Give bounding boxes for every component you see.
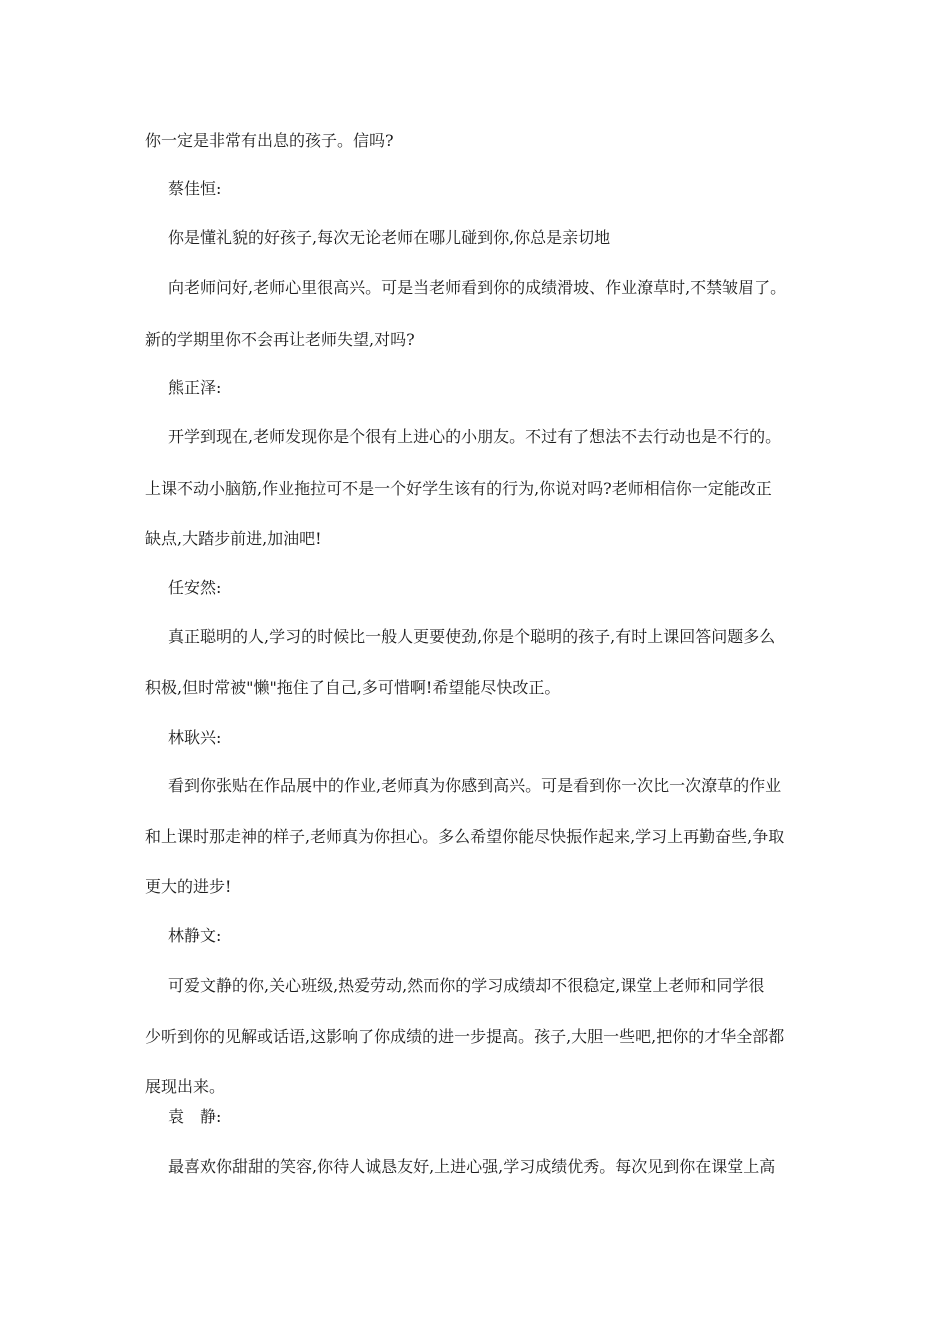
paragraph-line: 可爱文静的你,关心班级,热爱劳动,然而你的学习成绩却不很稳定,课堂上老师和同学很 <box>168 976 765 995</box>
student-name: 袁 静: <box>168 1107 222 1126</box>
paragraph-line: 少听到你的见解或话语,这影响了你成绩的进一步提高。孩子,大胆一些吧,把你的才华全部都 <box>145 1027 785 1046</box>
student-name: 林耿兴: <box>168 728 222 747</box>
paragraph-line: 你一定是非常有出息的孩子。信吗? <box>145 131 394 150</box>
student-name: 任安然: <box>168 578 222 597</box>
student-name: 熊正泽: <box>168 378 222 397</box>
paragraph-line: 开学到现在,老师发现你是个很有上进心的小朋友。不过有了想法不去行动也是不行的。 <box>168 427 782 446</box>
student-name: 蔡佳恒: <box>168 179 222 198</box>
paragraph-line: 上课不动小脑筋,作业拖拉可不是一个好学生该有的行为,你说对吗?老师相信你一定能改正 <box>145 479 772 498</box>
paragraph-line: 你是懂礼貌的好孩子,每次无论老师在哪儿碰到你,你总是亲切地 <box>168 228 611 247</box>
paragraph-line: 看到你张贴在作品展中的作业,老师真为你感到高兴。可是看到你一次比一次潦草的作业 <box>168 776 782 795</box>
paragraph-line: 向老师问好,老师心里很高兴。可是当老师看到你的成绩滑坡、作业潦草时,不禁皱眉了。 <box>168 278 787 297</box>
paragraph-line: 新的学期里你不会再让老师失望,对吗? <box>145 330 415 349</box>
paragraph-line: 展现出来。 <box>145 1077 226 1096</box>
paragraph-line: 积极,但时常被"懒"拖住了自己,多可惜啊!希望能尽快改正。 <box>145 678 561 697</box>
student-name: 林静文: <box>168 926 222 945</box>
paragraph-line: 真正聪明的人,学习的时候比一般人更要使劲,你是个聪明的孩子,有时上课回答问题多么 <box>168 627 776 646</box>
paragraph-line: 缺点,大踏步前进,加油吧! <box>145 529 322 548</box>
paragraph-line: 更大的进步! <box>145 877 232 896</box>
paragraph-line: 和上课时那走神的样子,老师真为你担心。多么希望你能尽快振作起来,学习上再勤奋些,争取 <box>145 827 785 846</box>
paragraph-line: 最喜欢你甜甜的笑容,你待人诚恳友好,上进心强,学习成绩优秀。每次见到你在课堂上高 <box>168 1157 776 1176</box>
